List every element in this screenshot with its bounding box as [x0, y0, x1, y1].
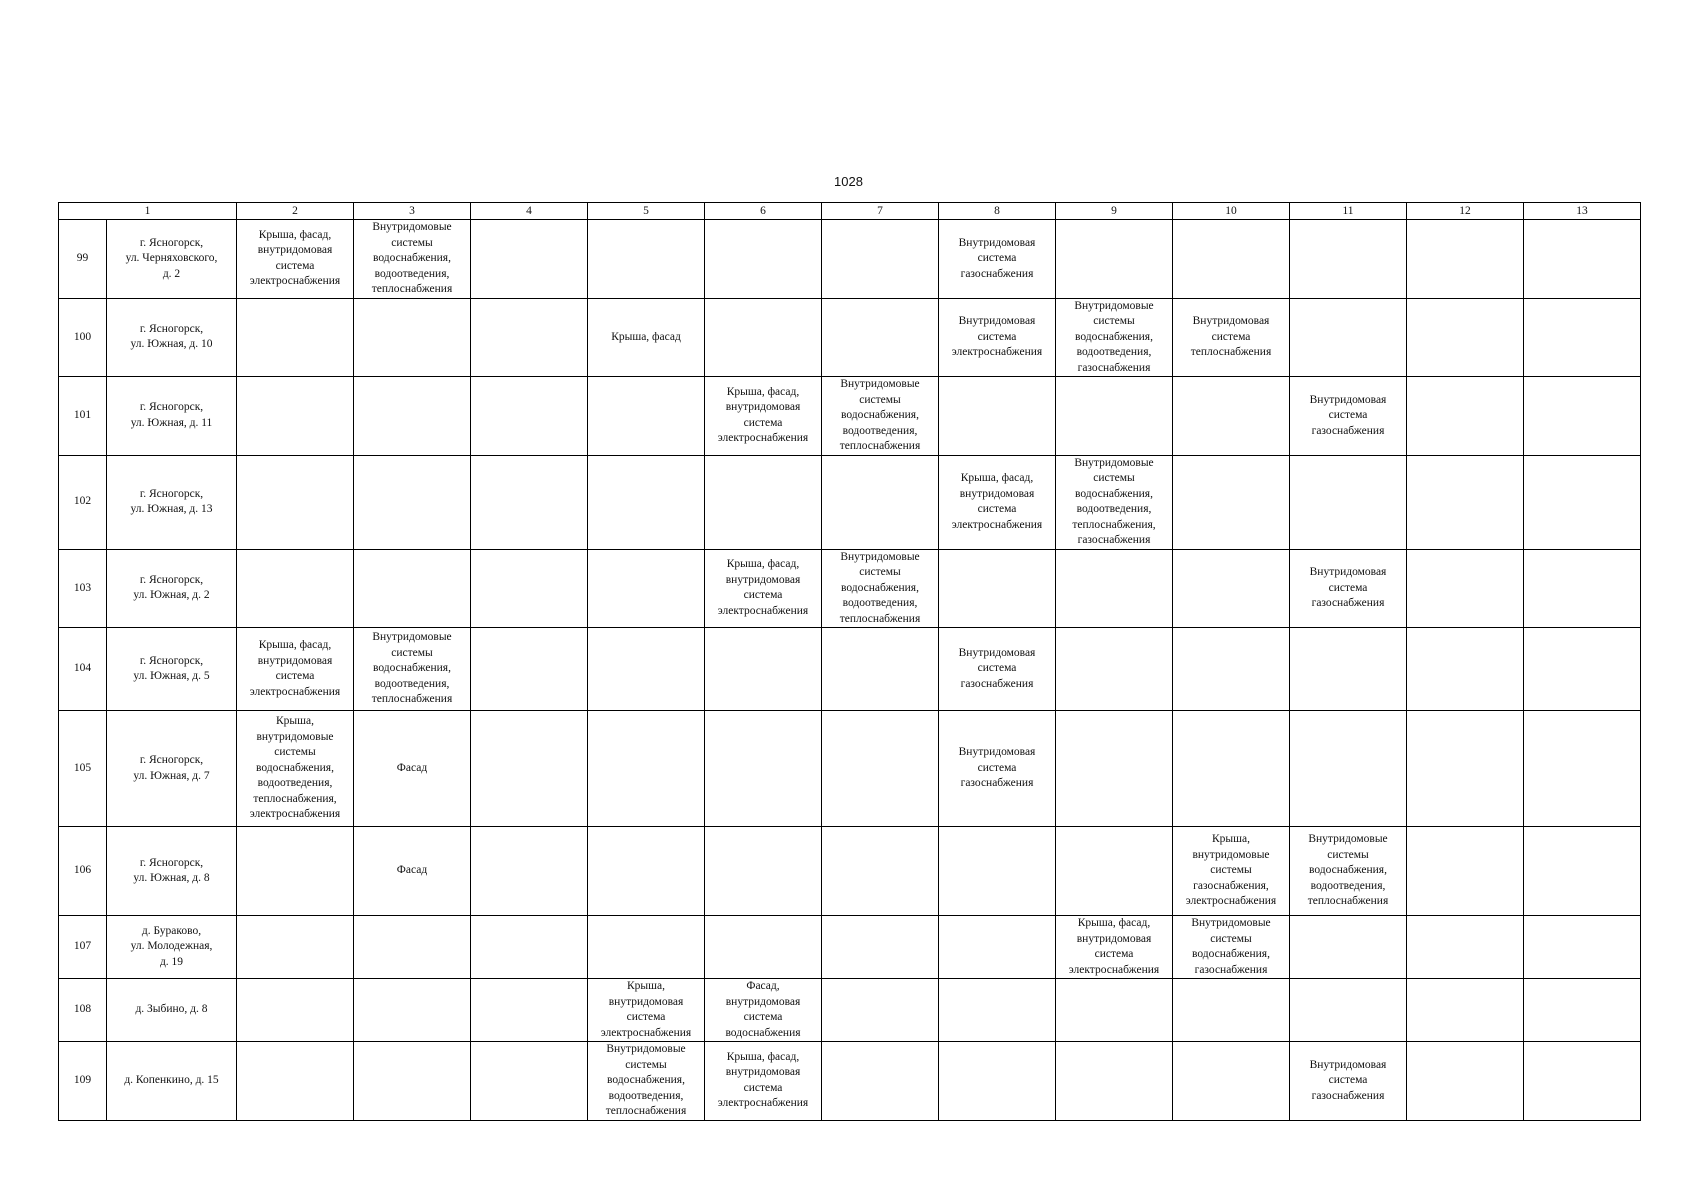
table-body: [59, 220, 1641, 1121]
table-row: [59, 979, 1641, 1042]
work-cell-col-3: [354, 298, 471, 377]
table-row: [59, 220, 1641, 299]
work-cell-col-5: [588, 827, 705, 916]
work-cell-col-3: [354, 377, 471, 456]
work-text: Крыша, фасад: [611, 330, 681, 343]
work-cell-col-4: [471, 549, 588, 628]
address-cell: [107, 220, 237, 299]
work-text: Крыша, фасад, внутридомовая система электроснабжения: [951, 472, 1043, 531]
work-cell-col-11: [1290, 377, 1407, 456]
address-text: д. Копенкино, д. 15: [124, 1074, 219, 1086]
work-text: Внутридомовая система теплоснабжения: [1190, 315, 1272, 358]
work-cell-col-2: [237, 628, 354, 711]
work-cell-col-13: [1524, 827, 1641, 916]
column-header-12: 12: [1407, 203, 1524, 220]
address-cell: [107, 711, 237, 827]
table-row: [59, 455, 1641, 549]
work-cell-col-6: [705, 377, 822, 456]
work-cell-col-13: [1524, 549, 1641, 628]
work-cell-col-2: [237, 455, 354, 549]
work-text: Внутридомовая система газоснабжения: [1309, 1058, 1387, 1102]
work-cell-col-7: [822, 298, 939, 377]
work-cell-col-10: [1173, 298, 1290, 377]
row-number-cell: 99: [59, 220, 107, 299]
work-cell-col-12: [1407, 377, 1524, 456]
work-cell-col-8: [939, 916, 1056, 979]
work-cell-col-13: [1524, 377, 1641, 456]
work-text: Фасад, внутридомовая система водоснабжения: [725, 980, 801, 1039]
work-cell-col-6: [705, 455, 822, 549]
work-text: Внутридомовые системы водоснабжения, водоотведения, газоснабжения: [1074, 299, 1154, 374]
work-cell-col-3: [354, 220, 471, 299]
work-cell-col-10: [1173, 711, 1290, 827]
work-cell-col-10: [1173, 1042, 1290, 1121]
work-cell-col-9: [1056, 298, 1173, 377]
work-cell-col-8: [939, 827, 1056, 916]
column-header-13: 13: [1524, 203, 1641, 220]
address-text: г. Ясногорск, ул. Южная, д. 7: [133, 754, 210, 782]
work-text: Крыша, фасад, внутридомовая система электроснабжения: [717, 558, 809, 617]
work-cell-col-4: [471, 916, 588, 979]
work-cell-col-2: [237, 298, 354, 377]
work-cell-col-6: [705, 1042, 822, 1121]
work-cell-col-8: [939, 377, 1056, 456]
work-cell-col-6: [705, 628, 822, 711]
work-cell-col-3: [354, 628, 471, 711]
work-cell-col-3: [354, 827, 471, 916]
work-cell-col-9: [1056, 628, 1173, 711]
work-cell-col-12: [1407, 455, 1524, 549]
row-number-cell: 106: [59, 827, 107, 916]
table-row: [59, 916, 1641, 979]
address-cell: [107, 628, 237, 711]
work-cell-col-8: [939, 455, 1056, 549]
work-text: Внутридомовая система газоснабжения: [958, 746, 1036, 790]
work-cell-col-3: [354, 549, 471, 628]
address-cell: [107, 979, 237, 1042]
work-cell-col-5: [588, 549, 705, 628]
work-cell-col-7: [822, 549, 939, 628]
work-cell-col-6: [705, 711, 822, 827]
row-number-cell: 109: [59, 1042, 107, 1121]
work-cell-col-9: [1056, 549, 1173, 628]
work-cell-col-10: [1173, 628, 1290, 711]
work-cell-col-7: [822, 711, 939, 827]
row-number-cell: 104: [59, 628, 107, 711]
work-cell-col-11: [1290, 979, 1407, 1042]
work-cell-col-6: [705, 298, 822, 377]
work-cell-col-10: [1173, 455, 1290, 549]
work-cell-col-11: [1290, 549, 1407, 628]
work-cell-col-5: [588, 1042, 705, 1121]
work-cell-col-13: [1524, 979, 1641, 1042]
column-header-8: 8: [939, 203, 1056, 220]
work-text: Внутридомовые системы водоснабжения, водоотведения, теплоснабжения: [371, 221, 453, 295]
column-header-10: 10: [1173, 203, 1290, 220]
work-text: Внутридомовые системы водоснабжения, водоотведения, теплоснабжения: [371, 631, 453, 706]
table-row: [59, 298, 1641, 377]
work-cell-col-3: [354, 455, 471, 549]
work-cell-col-12: [1407, 827, 1524, 916]
work-cell-col-2: [237, 916, 354, 979]
work-text: Крыша, внутридомовые системы водоснабжения, водоотведения, теплоснабжения, электроснабжения: [249, 715, 341, 821]
work-cell-col-10: [1173, 916, 1290, 979]
work-cell-col-8: [939, 979, 1056, 1042]
work-text: Внутридомовые системы водоснабжения, газоснабжения: [1191, 917, 1271, 976]
work-cell-col-9: [1056, 916, 1173, 979]
work-cell-col-4: [471, 377, 588, 456]
work-cell-col-6: [705, 220, 822, 299]
work-cell-col-4: [471, 298, 588, 377]
address-text: г. Ясногорск, ул. Южная, д. 5: [133, 654, 210, 682]
address-text: г. Ясногорск, ул. Черняховского, д. 2: [125, 236, 218, 280]
header-row: [59, 203, 1641, 220]
work-text: Крыша, внутридомовая система электроснабжения: [600, 980, 692, 1039]
address-cell: [107, 455, 237, 549]
work-cell-col-3: [354, 711, 471, 827]
work-text: Внутридомовые системы водоснабжения, водоотведения, теплоснабжения: [839, 378, 921, 452]
address-cell: [107, 916, 237, 979]
work-cell-col-7: [822, 377, 939, 456]
row-number-cell: 105: [59, 711, 107, 827]
column-header-3: 3: [354, 203, 471, 220]
work-cell-col-2: [237, 711, 354, 827]
work-cell-col-4: [471, 628, 588, 711]
work-text: Внутридомовая система газоснабжения: [958, 236, 1036, 280]
work-cell-col-5: [588, 916, 705, 979]
row-number-cell: 101: [59, 377, 107, 456]
work-cell-col-5: [588, 377, 705, 456]
work-cell-col-8: [939, 549, 1056, 628]
work-text: Внутридомовая система газоснабжения: [1309, 393, 1387, 437]
work-cell-col-12: [1407, 1042, 1524, 1121]
work-cell-col-4: [471, 827, 588, 916]
work-text: Фасад: [396, 761, 428, 774]
column-header-1: 1: [59, 203, 237, 220]
work-text: Внутридомовые системы водоснабжения, водоотведения, теплоснабжения: [605, 1043, 687, 1117]
address-cell: [107, 1042, 237, 1121]
column-header-7: 7: [822, 203, 939, 220]
work-cell-col-5: [588, 298, 705, 377]
column-header-4: 4: [471, 203, 588, 220]
work-text: Внутридомовая система газоснабжения: [958, 646, 1036, 690]
work-cell-col-13: [1524, 916, 1641, 979]
work-cell-col-4: [471, 220, 588, 299]
work-cell-col-13: [1524, 628, 1641, 711]
work-cell-col-12: [1407, 298, 1524, 377]
work-cell-col-2: [237, 1042, 354, 1121]
work-cell-col-9: [1056, 455, 1173, 549]
table-row: [59, 827, 1641, 916]
work-cell-col-2: [237, 979, 354, 1042]
work-cell-col-2: [237, 377, 354, 456]
work-cell-col-4: [471, 711, 588, 827]
work-cell-col-10: [1173, 549, 1290, 628]
work-cell-col-13: [1524, 455, 1641, 549]
address-cell: [107, 377, 237, 456]
work-cell-col-6: [705, 549, 822, 628]
row-number-cell: 108: [59, 979, 107, 1042]
work-cell-col-10: [1173, 827, 1290, 916]
column-header-5: 5: [588, 203, 705, 220]
row-number-cell: 107: [59, 916, 107, 979]
address-cell: [107, 298, 237, 377]
work-cell-col-2: [237, 549, 354, 628]
table-row: [59, 628, 1641, 711]
work-cell-col-5: [588, 220, 705, 299]
work-cell-col-5: [588, 711, 705, 827]
work-cell-col-8: [939, 220, 1056, 299]
column-header-6: 6: [705, 203, 822, 220]
address-text: г. Ясногорск, ул. Южная, д. 10: [130, 322, 213, 351]
address-text: д. Зыбино, д. 8: [135, 1003, 208, 1016]
work-cell-col-3: [354, 1042, 471, 1121]
work-cell-col-9: [1056, 827, 1173, 916]
work-cell-col-5: [588, 628, 705, 711]
work-cell-col-12: [1407, 549, 1524, 628]
work-text: Крыша, внутридомовые системы газоснабжения, электроснабжения: [1185, 833, 1277, 908]
work-cell-col-8: [939, 298, 1056, 377]
work-text: Крыша, фасад, внутридомовая система электроснабжения: [249, 639, 341, 698]
work-cell-col-10: [1173, 220, 1290, 299]
work-cell-col-8: [939, 1042, 1056, 1121]
address-text: г. Ясногорск, ул. Южная, д. 2: [133, 573, 210, 602]
work-cell-col-3: [354, 979, 471, 1042]
address-cell: [107, 827, 237, 916]
address-text: г. Ясногорск, ул. Южная, д. 13: [130, 487, 213, 515]
table-row: [59, 1042, 1641, 1121]
work-cell-col-11: [1290, 1042, 1407, 1121]
column-header-2: 2: [237, 203, 354, 220]
work-cell-col-9: [1056, 377, 1173, 456]
work-text: Фасад: [396, 864, 428, 877]
work-text: Крыша, фасад, внутридомовая система электроснабжения: [717, 1050, 809, 1110]
work-cell-col-11: [1290, 455, 1407, 549]
work-cell-col-12: [1407, 628, 1524, 711]
address-text: г. Ясногорск, ул. Южная, д. 11: [130, 401, 213, 429]
row-number-cell: 100: [59, 298, 107, 377]
work-cell-col-12: [1407, 916, 1524, 979]
work-cell-col-11: [1290, 711, 1407, 827]
page-number: 1028: [834, 174, 863, 189]
work-cell-col-7: [822, 1042, 939, 1121]
work-cell-col-7: [822, 916, 939, 979]
work-cell-col-8: [939, 628, 1056, 711]
work-cell-col-9: [1056, 220, 1173, 299]
work-text: Крыша, фасад, внутридомовая система электроснабжения: [717, 385, 809, 445]
work-cell-col-8: [939, 711, 1056, 827]
work-cell-col-12: [1407, 711, 1524, 827]
work-cell-col-7: [822, 628, 939, 711]
work-text: Внутридомовые системы водоснабжения, водоотведения, теплоснабжения: [839, 550, 921, 625]
work-cell-col-12: [1407, 979, 1524, 1042]
work-cell-col-7: [822, 455, 939, 549]
work-cell-col-11: [1290, 220, 1407, 299]
row-number-cell: 103: [59, 549, 107, 628]
work-schedule-table: [58, 202, 1641, 1121]
work-cell-col-5: [588, 979, 705, 1042]
table-row: [59, 377, 1641, 456]
column-header-11: 11: [1290, 203, 1407, 220]
work-cell-col-11: [1290, 298, 1407, 377]
row-number-cell: 102: [59, 455, 107, 549]
address-text: д. Бураково, ул. Молодежная, д. 19: [130, 924, 213, 968]
work-cell-col-6: [705, 979, 822, 1042]
work-cell-col-4: [471, 1042, 588, 1121]
column-header-9: 9: [1056, 203, 1173, 220]
work-cell-col-2: [237, 220, 354, 299]
work-cell-col-12: [1407, 220, 1524, 299]
work-text: Внутридомовая система электроснабжения: [951, 315, 1043, 358]
work-cell-col-13: [1524, 1042, 1641, 1121]
work-cell-col-9: [1056, 979, 1173, 1042]
work-cell-col-13: [1524, 711, 1641, 827]
work-cell-col-6: [705, 827, 822, 916]
address-text: г. Ясногорск, ул. Южная, д. 8: [133, 856, 210, 884]
work-text: Крыша, фасад, внутридомовая система электроснабжения: [249, 228, 341, 288]
work-cell-col-2: [237, 827, 354, 916]
address-cell: [107, 549, 237, 628]
work-text: Внутридомовая система газоснабжения: [1309, 566, 1387, 609]
table-row: [59, 549, 1641, 628]
work-text: Крыша, фасад, внутридомовая система электроснабжения: [1068, 917, 1160, 976]
work-cell-col-7: [822, 827, 939, 916]
work-cell-col-13: [1524, 298, 1641, 377]
work-cell-col-7: [822, 979, 939, 1042]
work-cell-col-4: [471, 979, 588, 1042]
work-text: Внутридомовые системы водоснабжения, водоотведения, теплоснабжения, газоснабжения: [1072, 456, 1156, 546]
work-cell-col-7: [822, 220, 939, 299]
work-cell-col-11: [1290, 628, 1407, 711]
work-cell-col-13: [1524, 220, 1641, 299]
work-cell-col-3: [354, 916, 471, 979]
work-cell-col-10: [1173, 979, 1290, 1042]
work-text: Внутридомовые системы водоснабжения, водоотведения, теплоснабжения: [1307, 833, 1389, 908]
work-cell-col-5: [588, 455, 705, 549]
work-cell-col-9: [1056, 711, 1173, 827]
work-cell-col-6: [705, 916, 822, 979]
work-cell-col-4: [471, 455, 588, 549]
work-cell-col-9: [1056, 1042, 1173, 1121]
work-cell-col-11: [1290, 827, 1407, 916]
work-cell-col-10: [1173, 377, 1290, 456]
table-row: [59, 711, 1641, 827]
work-cell-col-11: [1290, 916, 1407, 979]
